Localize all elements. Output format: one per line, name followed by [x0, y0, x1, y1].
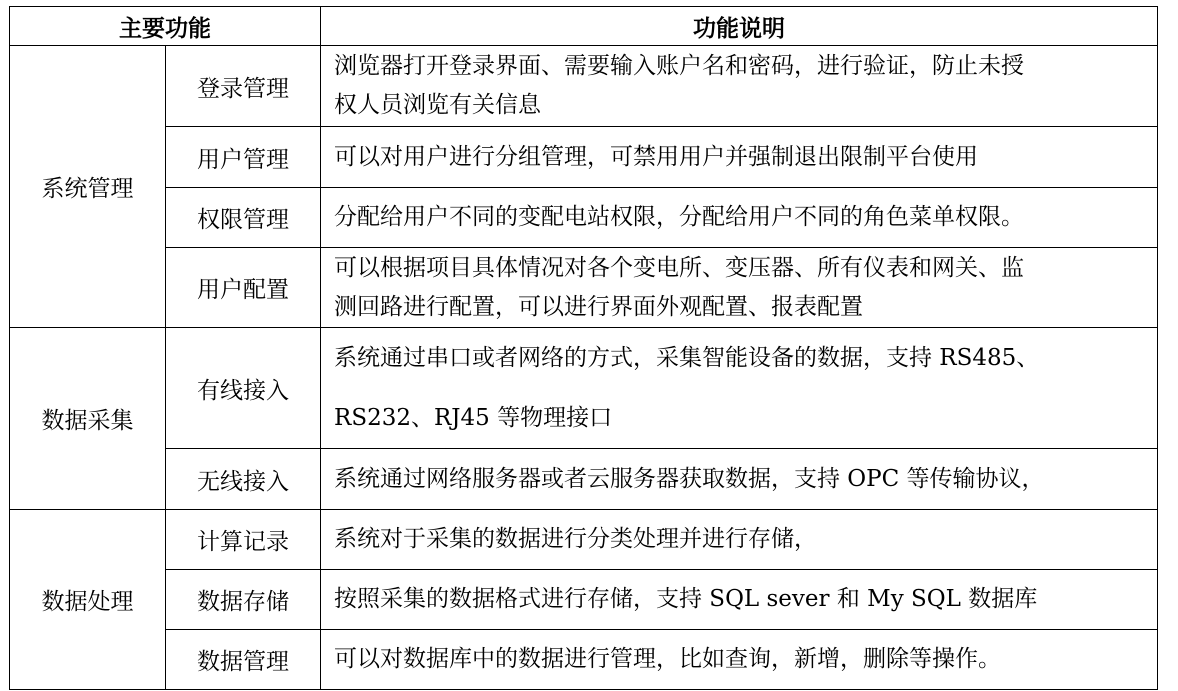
description-cell [321, 46, 1158, 127]
description-line: 分配给用户不同的变配电站权限，分配给用户不同的角色菜单权限。 [334, 204, 1024, 230]
category-cell: 数据处理 [10, 510, 166, 690]
sub-function-cell: 无线接入 [166, 449, 321, 510]
sub-function-cell: 用户管理 [166, 127, 321, 188]
table-row [10, 46, 1158, 127]
description-cell [321, 328, 1158, 449]
table-row [10, 248, 1158, 328]
description-line: 可以对数据库中的数据进行管理，比如查询，新增，删除等操作。 [334, 646, 1001, 672]
description-line: 系统通过串口或者网络的方式，采集智能设备的数据，支持 RS485、 [334, 345, 1040, 371]
function-table [9, 6, 1158, 690]
table-row [10, 510, 1158, 570]
category-cell: 数据采集 [10, 328, 166, 510]
sub-function-cell: 数据管理 [166, 630, 321, 690]
table-header-row [10, 7, 1158, 46]
description-line: 按照采集的数据格式进行存储，支持 SQL sever 和 My SQL 数据库 [334, 586, 1038, 612]
header-main-function: 主要功能 [10, 7, 321, 46]
sub-function-cell: 权限管理 [166, 188, 321, 248]
sub-function-cell: 有线接入 [166, 328, 321, 449]
sub-function-cell: 用户配置 [166, 248, 321, 328]
description-cell [321, 510, 1158, 570]
description-line: 系统通过网络服务器或者云服务器获取数据，支持 OPC 等传输协议， [334, 465, 1045, 492]
sub-function-cell: 计算记录 [166, 510, 321, 570]
description-line: RS232、RJ45 等物理接口 [334, 405, 613, 431]
description-cell [321, 449, 1158, 510]
description-cell [321, 248, 1158, 328]
table-row [10, 570, 1158, 630]
description-line: 权人员浏览有关信息 [334, 92, 541, 118]
description-cell [321, 127, 1158, 188]
description-cell [321, 630, 1158, 690]
header-function-description: 功能说明 [321, 7, 1158, 46]
table-row [10, 630, 1158, 690]
table-row [10, 127, 1158, 188]
sub-function-cell: 数据存储 [166, 570, 321, 630]
description-line: 测回路进行配置，可以进行界面外观配置、报表配置 [334, 293, 863, 320]
table-row [10, 449, 1158, 510]
description-line: 系统对于采集的数据进行分类处理并进行存储， [334, 526, 817, 552]
category-cell: 系统管理 [10, 46, 166, 328]
description-line: 浏览器打开登录界面、需要输入账户名和密码，进行验证，防止未授 [334, 53, 1024, 79]
table-row [10, 188, 1158, 248]
sub-function-cell: 登录管理 [166, 46, 321, 127]
description-cell [321, 188, 1158, 248]
description-line: 可以根据项目具体情况对各个变电所、变压器、所有仪表和网关、监 [334, 254, 1024, 281]
table-row [10, 328, 1158, 449]
description-line: 可以对用户进行分组管理，可禁用用户并强制退出限制平台使用 [334, 143, 978, 170]
description-cell [321, 570, 1158, 630]
